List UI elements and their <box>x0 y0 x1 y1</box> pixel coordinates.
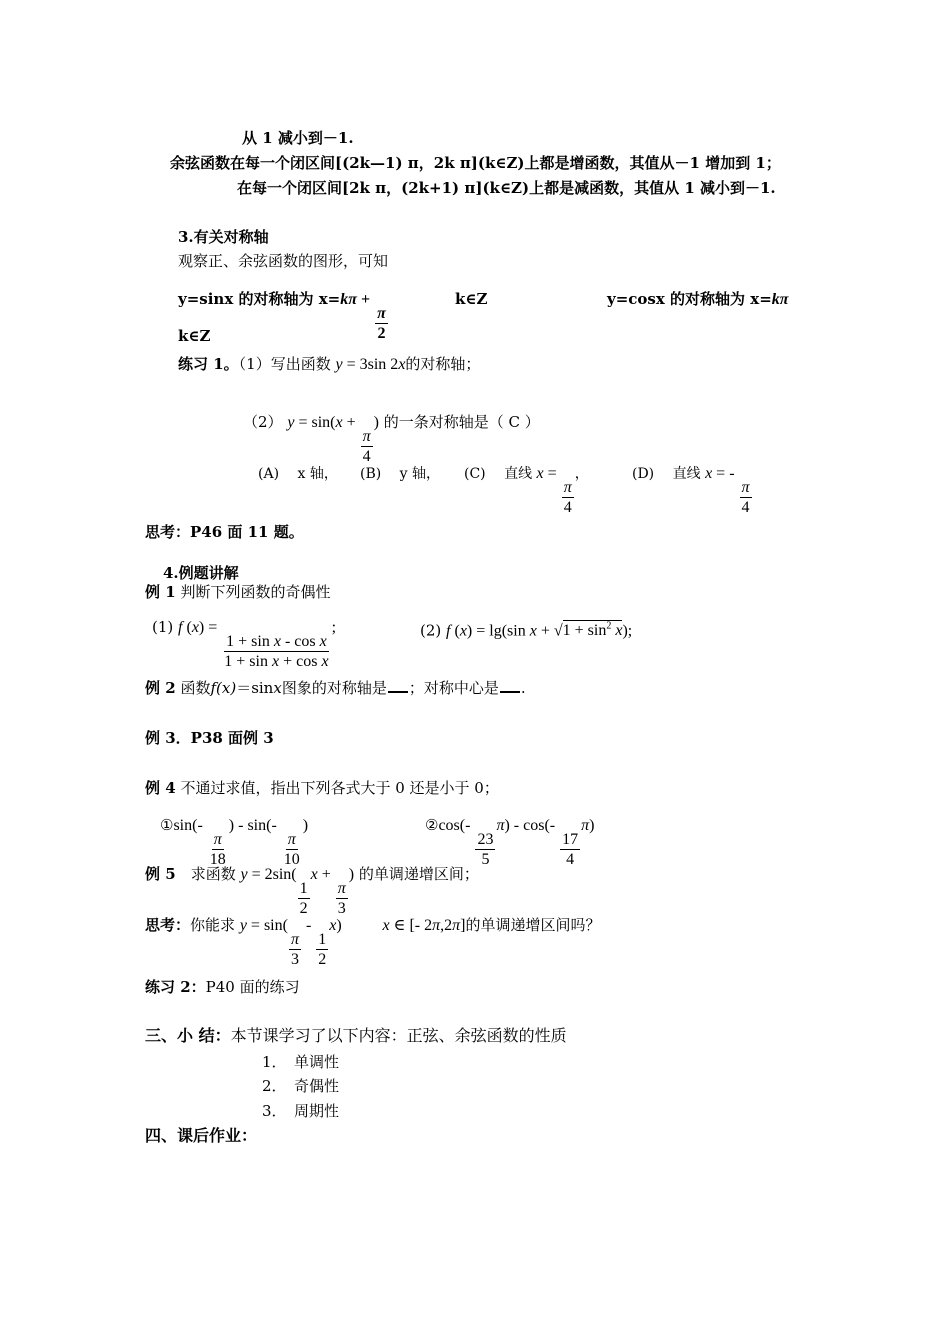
text-line: 观察正、余弦函数的图形，可知 <box>178 252 389 270</box>
option-d: (D) 直线 x = - $\frac{\pi}{4}$ <box>632 465 750 516</box>
practice-label: 练习 1。 <box>178 355 239 373</box>
answer-blank <box>388 677 408 693</box>
option-a: (A) x 轴， <box>258 466 338 482</box>
example-4-item-1: ①sin(- $\frac{\pi}{18}$ ) - sin(- $\frac{\pi}{10}$ ) <box>160 816 309 868</box>
text-line: 从 1 减小到－1. <box>242 129 354 147</box>
practice-1-question-2 <box>243 412 540 466</box>
text-line: 在每一个闭区间[2k π，(2k+1) π](k∈Z)上都是减函数，其值从 1 减小到－1. <box>237 179 776 197</box>
list-item: 2． 奇偶性 <box>262 1077 340 1095</box>
text-segment: k∈Z <box>455 290 488 308</box>
text-segment: ② <box>425 816 439 834</box>
answer-blank <box>500 677 520 693</box>
fraction: $\frac{\pi}{10}$ <box>283 831 300 868</box>
math-expr: y = 2sin( <box>240 866 297 883</box>
fraction: $\frac{\pi}{4}$ <box>563 479 572 516</box>
practice-label: 练习 2： <box>145 978 206 996</box>
math-expr: kπ + <box>340 291 375 308</box>
fraction: $\frac{\text{1 + sin x - cos x}}{\text{1 + sin x + cos x}}$ <box>224 633 329 670</box>
think-2: 思考：你能求 y = sin( $\frac{\pi}{3}$ - $\frac{1}{2}$ x) x ∈ [- 2π,2π]的单调递增区间吗？ <box>145 916 601 968</box>
text-segment: . <box>520 679 526 697</box>
fraction: $\frac{1}{2}$ <box>318 931 327 968</box>
practice-2 <box>145 977 300 997</box>
example-2 <box>145 677 526 698</box>
math-expr: sin(- <box>173 817 207 834</box>
text-segment: y=sinx 的对称轴为 x= <box>178 290 341 308</box>
math-expr: x ∈ [- 2π,2π] <box>382 917 466 934</box>
formula-line <box>607 289 789 310</box>
example-5: 例 5 求函数 y = 2sin( $\frac{1}{2}$ x + $\frac{\pi}{3}$ ) 的单调递增区间； <box>145 865 479 917</box>
example-3: 例 3．P38 面例 3 <box>145 729 274 747</box>
fraction: $\frac{17}{4}$ <box>562 831 579 868</box>
math-expr: x <box>705 465 713 482</box>
text-line: 余弦函数在每一个闭区间[(2k—1) π，2k π](k∈Z)上都是增函数，其值从－1 增加到 1； <box>170 154 781 172</box>
option-c: (C) 直线 x = $\frac{\pi}{4}$ ， <box>464 465 589 516</box>
fraction: $\frac{\pi}{4}$ <box>362 428 371 465</box>
text-segment: (2) <box>420 621 442 640</box>
math-expr: cos(- <box>438 817 475 834</box>
math-expr: f (x) = <box>178 619 222 636</box>
math-expr: kπ <box>771 291 789 308</box>
math-expr: y = 3sin 2x <box>335 356 406 373</box>
example-label: 例 5 <box>145 865 176 883</box>
text-segment: 判断下列函数的奇偶性 <box>180 583 331 601</box>
text-segment: 函数 <box>180 679 211 697</box>
text-segment: (C) 直线 <box>464 466 533 482</box>
example-label: 例 4 <box>145 779 176 797</box>
text-segment: ① <box>160 816 174 834</box>
section-title: 4.例题讲解 <box>163 564 239 582</box>
homework-heading: 四、课后作业： <box>145 1126 258 1145</box>
text-segment: (1) <box>152 618 174 636</box>
math-expr: y = sin(x + <box>287 414 360 431</box>
math-expr: y = sin( <box>239 917 288 934</box>
section-title: 3.有关对称轴 <box>178 228 269 246</box>
fraction: $\frac{23}{5}$ <box>477 831 494 868</box>
text-segment: 求函数 <box>190 865 236 883</box>
think-line: 思考：P46 面 11 题。 <box>145 523 304 541</box>
fraction: $\frac{\pi}{2}$ <box>377 305 386 342</box>
text-segment: k∈Z <box>178 327 211 345</box>
math-expr: ) <box>373 414 379 431</box>
example-4 <box>145 778 499 798</box>
example-1-part-2 <box>420 617 632 641</box>
text-segment: 的一条对称轴是（ C ） <box>383 413 540 431</box>
text-segment: 你能求 <box>190 916 236 934</box>
think-label: 思考： <box>145 916 191 934</box>
example-label: 例 1 <box>145 583 176 601</box>
practice-1-question-1 <box>178 354 480 375</box>
example-1-part-1: (1) f (x) = $\frac{\text{1 + sin x - cos x}}{\text{1 + sin x + cos x}}$ ; <box>152 618 337 670</box>
summary <box>145 1026 567 1046</box>
math-expr: f (x) = lg(sin $x + √1 + \sin^2 x$); <box>446 621 633 640</box>
text-segment: 的单调递增区间吗？ <box>465 916 601 934</box>
text-segment: （1）写出函数 <box>238 355 331 373</box>
text-segment: （2） <box>243 413 283 431</box>
fraction: $\frac{\pi}{3}$ <box>290 931 299 968</box>
fraction: $\frac{1}{2}$ <box>299 880 308 917</box>
text-segment: x <box>273 679 282 697</box>
fraction: $\frac{\pi}{3}$ <box>337 880 346 917</box>
text-segment: 图象的对称轴是 <box>281 679 387 697</box>
text-segment: 不通过求值，指出下列各式大于 0 还是小于 0； <box>180 779 499 797</box>
text-segment: 的单调递增区间； <box>358 865 479 883</box>
example-4-item-2: ②cos(- $\frac{23}{5}$ π) - cos(- $\frac{17}{4}$ π) <box>425 816 595 868</box>
example-1 <box>145 582 330 602</box>
text-segment: y=cosx 的对称轴为 x= <box>607 290 772 308</box>
math-expr: x <box>536 465 544 482</box>
option-b: (B) y 轴， <box>360 466 441 482</box>
example-label: 例 2 <box>145 679 176 697</box>
text-segment: 的对称轴； <box>405 355 481 373</box>
text-segment: ＝sin <box>236 679 274 697</box>
text-segment: f(x) <box>210 679 237 697</box>
summary-text: 本节课学习了以下内容：正弦、余弦函数的性质 <box>230 1026 567 1045</box>
fraction: $\frac{\pi}{18}$ <box>209 831 226 868</box>
fraction: $\frac{\pi}{4}$ <box>741 479 750 516</box>
text-segment: P40 面的练习 <box>205 978 300 996</box>
text-segment: (D) 直线 <box>632 466 701 482</box>
summary-label: 三、小 结： <box>145 1026 231 1045</box>
list-item: 1． 单调性 <box>262 1053 340 1071</box>
list-item: 3． 周期性 <box>262 1102 340 1120</box>
text-segment: ；对称中心是 <box>408 679 499 697</box>
